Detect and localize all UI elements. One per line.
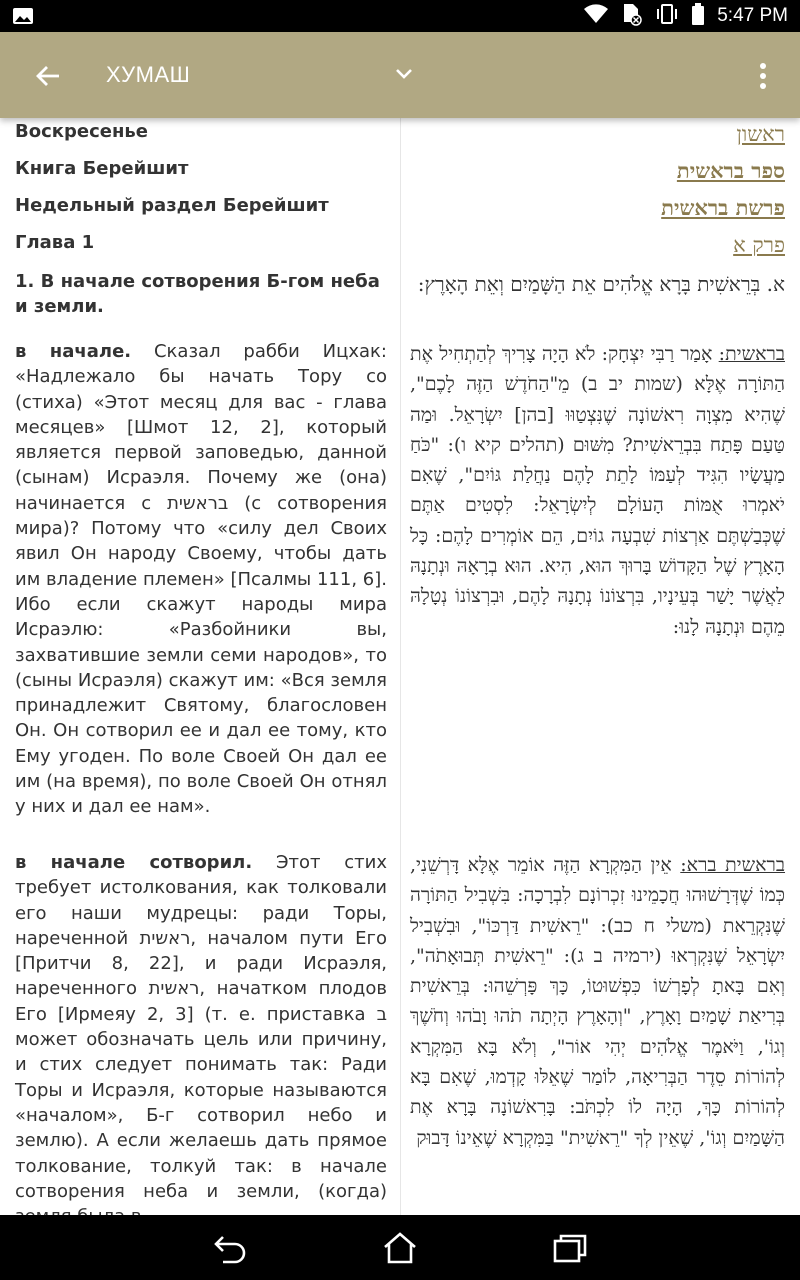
reader-content[interactable] [0,118,800,1215]
app-bar [0,32,800,118]
app-title[interactable]: ХУМАШ [106,62,191,87]
commentary-text-he-1: אָמַר רַבִּי יִצְחָק: לֹא הָיָה צָרִיךְ לְהַתְחִיל אֶת הַתּוֹרָה אֶלָּא (שמות יב ב) מֵ"הַחֹדֶשׁ הַזֶּה לָכֶם", שֶׁהִיא מִצְוָה רִאשׁוֹנָה שֶׁנִּצְטַוּוּ [בהן] יִשְׂרָאֵל. וּמַה טַּעַם פָּתַח בִּבְרֵאשִׁית? מִשּׁוּם (תהלים קיא ו): "כֹּחַ מַעֲשָׂיו הִגִּיד לְעַמּוֹ לָתֵת לָהֶם נַחֲלַת גּוֹיִם", שֶׁאִם יֹאמְרוּ אֻמּוֹת הָעוֹלָם לְיִשְׂרָאֵל: לִסְטִים אַתֶּם שֶׁכְּבַשְׁתֶּם אַרְצוֹת שִׁבְעָה גוֹיִם, הֵם אוֹמְרִים לָהֶם: כָּל הָאָרֶץ שֶׁל הַקָּדוֹשׁ בָּרוּךְ הוּא, הִיא. הוּא בְרָאָהּ וּנְתָנָהּ לַאֲשֶׁר יָשַׁר בְּעֵינָיו, בִּרְצוֹנוֹ נְתָנָהּ לָהֶם, וּבִרְצוֹנוֹ נְטָלָהּ מֵהֶם וּנְתָנָהּ לָנוּ: [410,343,786,638]
commentary-lead-he-2: בראשית ברא: [680,854,786,876]
chevron-down-icon [394,67,414,81]
nav-recents-button[interactable] [545,1225,595,1271]
battery-icon [691,3,705,29]
home-icon [383,1232,417,1264]
chapter-label-ru: Глава 1 [15,232,95,253]
day-label-he: ראשון [736,122,785,146]
back-icon [213,1233,247,1263]
nav-back-button[interactable] [205,1225,255,1271]
commentary-text-he-2: אֵין הַמִּקְרָא הַזֶּה אוֹמֵר אֶלָּא דָּרְשֵׁנִי, כְּמוֹ שֶׁדְּרָשׁוּהוּ חֲכָמֵינוּ זִכְרוֹנָם לִבְרָכָה: בִּשְׁבִיל הַתּוֹרָה שֶׁנִּקְרֵאת (משלי ח כב): "רֵאשִׁית דַּרְכּוֹ", וּבִשְׁבִיל יִשְׂרָאֵל שֶׁנִּקְרְאוּ (ירמיה ב ג): "רֵאשִׁית תְּבוּאָתֹה", וְאִם בָּאתָ לְפָרְשׁוֹ כִּפְשׁוּטוֹ, כָּךְ פָּרְשֵׁהוּ: בְּרֵאשִׁית בְּרִיאַת שָׁמַיִם וָאָרֶץ, "וְהָאָרֶץ הָיְתָה תֹהוּ וָבֹהוּ וְחֹשֶׁךְ וְגוֹ', וַיֹּאמֶר אֱלֹהִים יְהִי אוֹר", וְלֹא בָּא הַמִּקְרָא לְהוֹרוֹת סֵדֶר הַבְּרִיאָה, לוֹמַר שֶׁאֵלּוּ קָדְמוּ, שֶׁאִם בָּא לְהוֹרוֹת כָּךְ, הָיָה לוֹ לִכְתֹּב: בָּרִאשׁוֹנָה בָּרָא אֶת הַשָּׁמַיִם וְגוֹ', שֶׁאֵין לְךָ "רֵאשִׁית" בַּמִּקְרָא שֶׁאֵינוֹ דָּבוּק [410,854,785,1149]
vibrate-icon [655,4,679,28]
wifi-icon [583,4,609,28]
book-label-ru: Книга Берейшит [15,158,189,179]
navigation-bar [0,1215,800,1280]
verse-he: א. בְּרֵאשִׁית בָּרָא אֱלֹהִים אֵת הַשָּׁמַיִם וְאֵת הָאָרֶץ: [417,272,785,296]
recents-icon [553,1233,587,1263]
commentary-text-ru-2: Этот стих требует истолкования, как толковали его наши мудрецы: ради Торы, нареченной ראשית, началом пути Его [Притчи 8, 22], и ради Исраэля, нареченного ראשית, начатком плодов Его [Ирмеяу 2, 3] (т. е. приставка ב может обозначать цель или причину, и стих следует понимать так: Ради Торы и Исраэля, которые называются «началом», Б-г сотворил небо и землю). А если желаешь дать прямое толкование, толкуй так: в начале сотворения неба и земли, (когда) [15,852,388,1202]
commentary-he-1 [410,339,785,642]
commentary-text-ru-1: Сказал рабби Ицхак: «Надлежало бы начать Тору со (стиха) «Этот месяц для вас - глава месяцев» [Шмот 12, 2], который является первой заповедью, данной (сынам) Исраэля. Почему же (она) начинается с בראשית (с сотворения мира)? Потому что «силу дел Своих явил Он народу Своему, чтобы дать им владение племен» [Псалмы 111, 6]. Ибо если скажут народы мира Исраэлю: «Разбойники вы, захватившие земли семи народов», то (сыны Исраэля) скажут им: «Вся земля принадлежит Святому, благословен Он. Он сотворил ее и дал ее тому, кто Ему угоден. По воле Своей Он дал ее им (на время), по воле Своей Он отнял у них и дал ее нам». [15,341,387,818]
commentary-he-2 [410,850,785,1153]
parasha-label-ru: Недельный раздел Берейшит [15,195,329,216]
verse-ru: 1. В начале сотворения Б-гом неба и земли. [15,271,380,317]
title-dropdown-button[interactable] [388,58,420,90]
day-label-ru: Воскресенье [15,121,148,142]
commentary-lead-he-1: בראשית: [718,343,785,365]
commentary-lead-ru-1: в начале. [15,341,132,362]
parasha-label-he: פרשת בראשית [661,195,785,220]
chapter-label-he: פרק א [733,233,785,257]
back-arrow-icon [35,63,61,89]
more-vert-icon [759,62,767,90]
commentary-lead-ru-2: в начале сотворил. [15,852,253,873]
book-label-he: ספר בראשית [676,158,785,183]
column-divider [400,118,401,1215]
overflow-menu-button[interactable] [748,54,778,98]
commentary-ru-2 [15,850,387,1229]
clock: 5:47 PM [717,5,788,26]
commentary-ru-1 [15,339,387,820]
nav-home-button[interactable] [375,1225,425,1271]
back-button[interactable] [26,54,70,98]
sim-no-icon [621,2,643,30]
status-bar [0,0,800,32]
image-icon [12,7,34,29]
